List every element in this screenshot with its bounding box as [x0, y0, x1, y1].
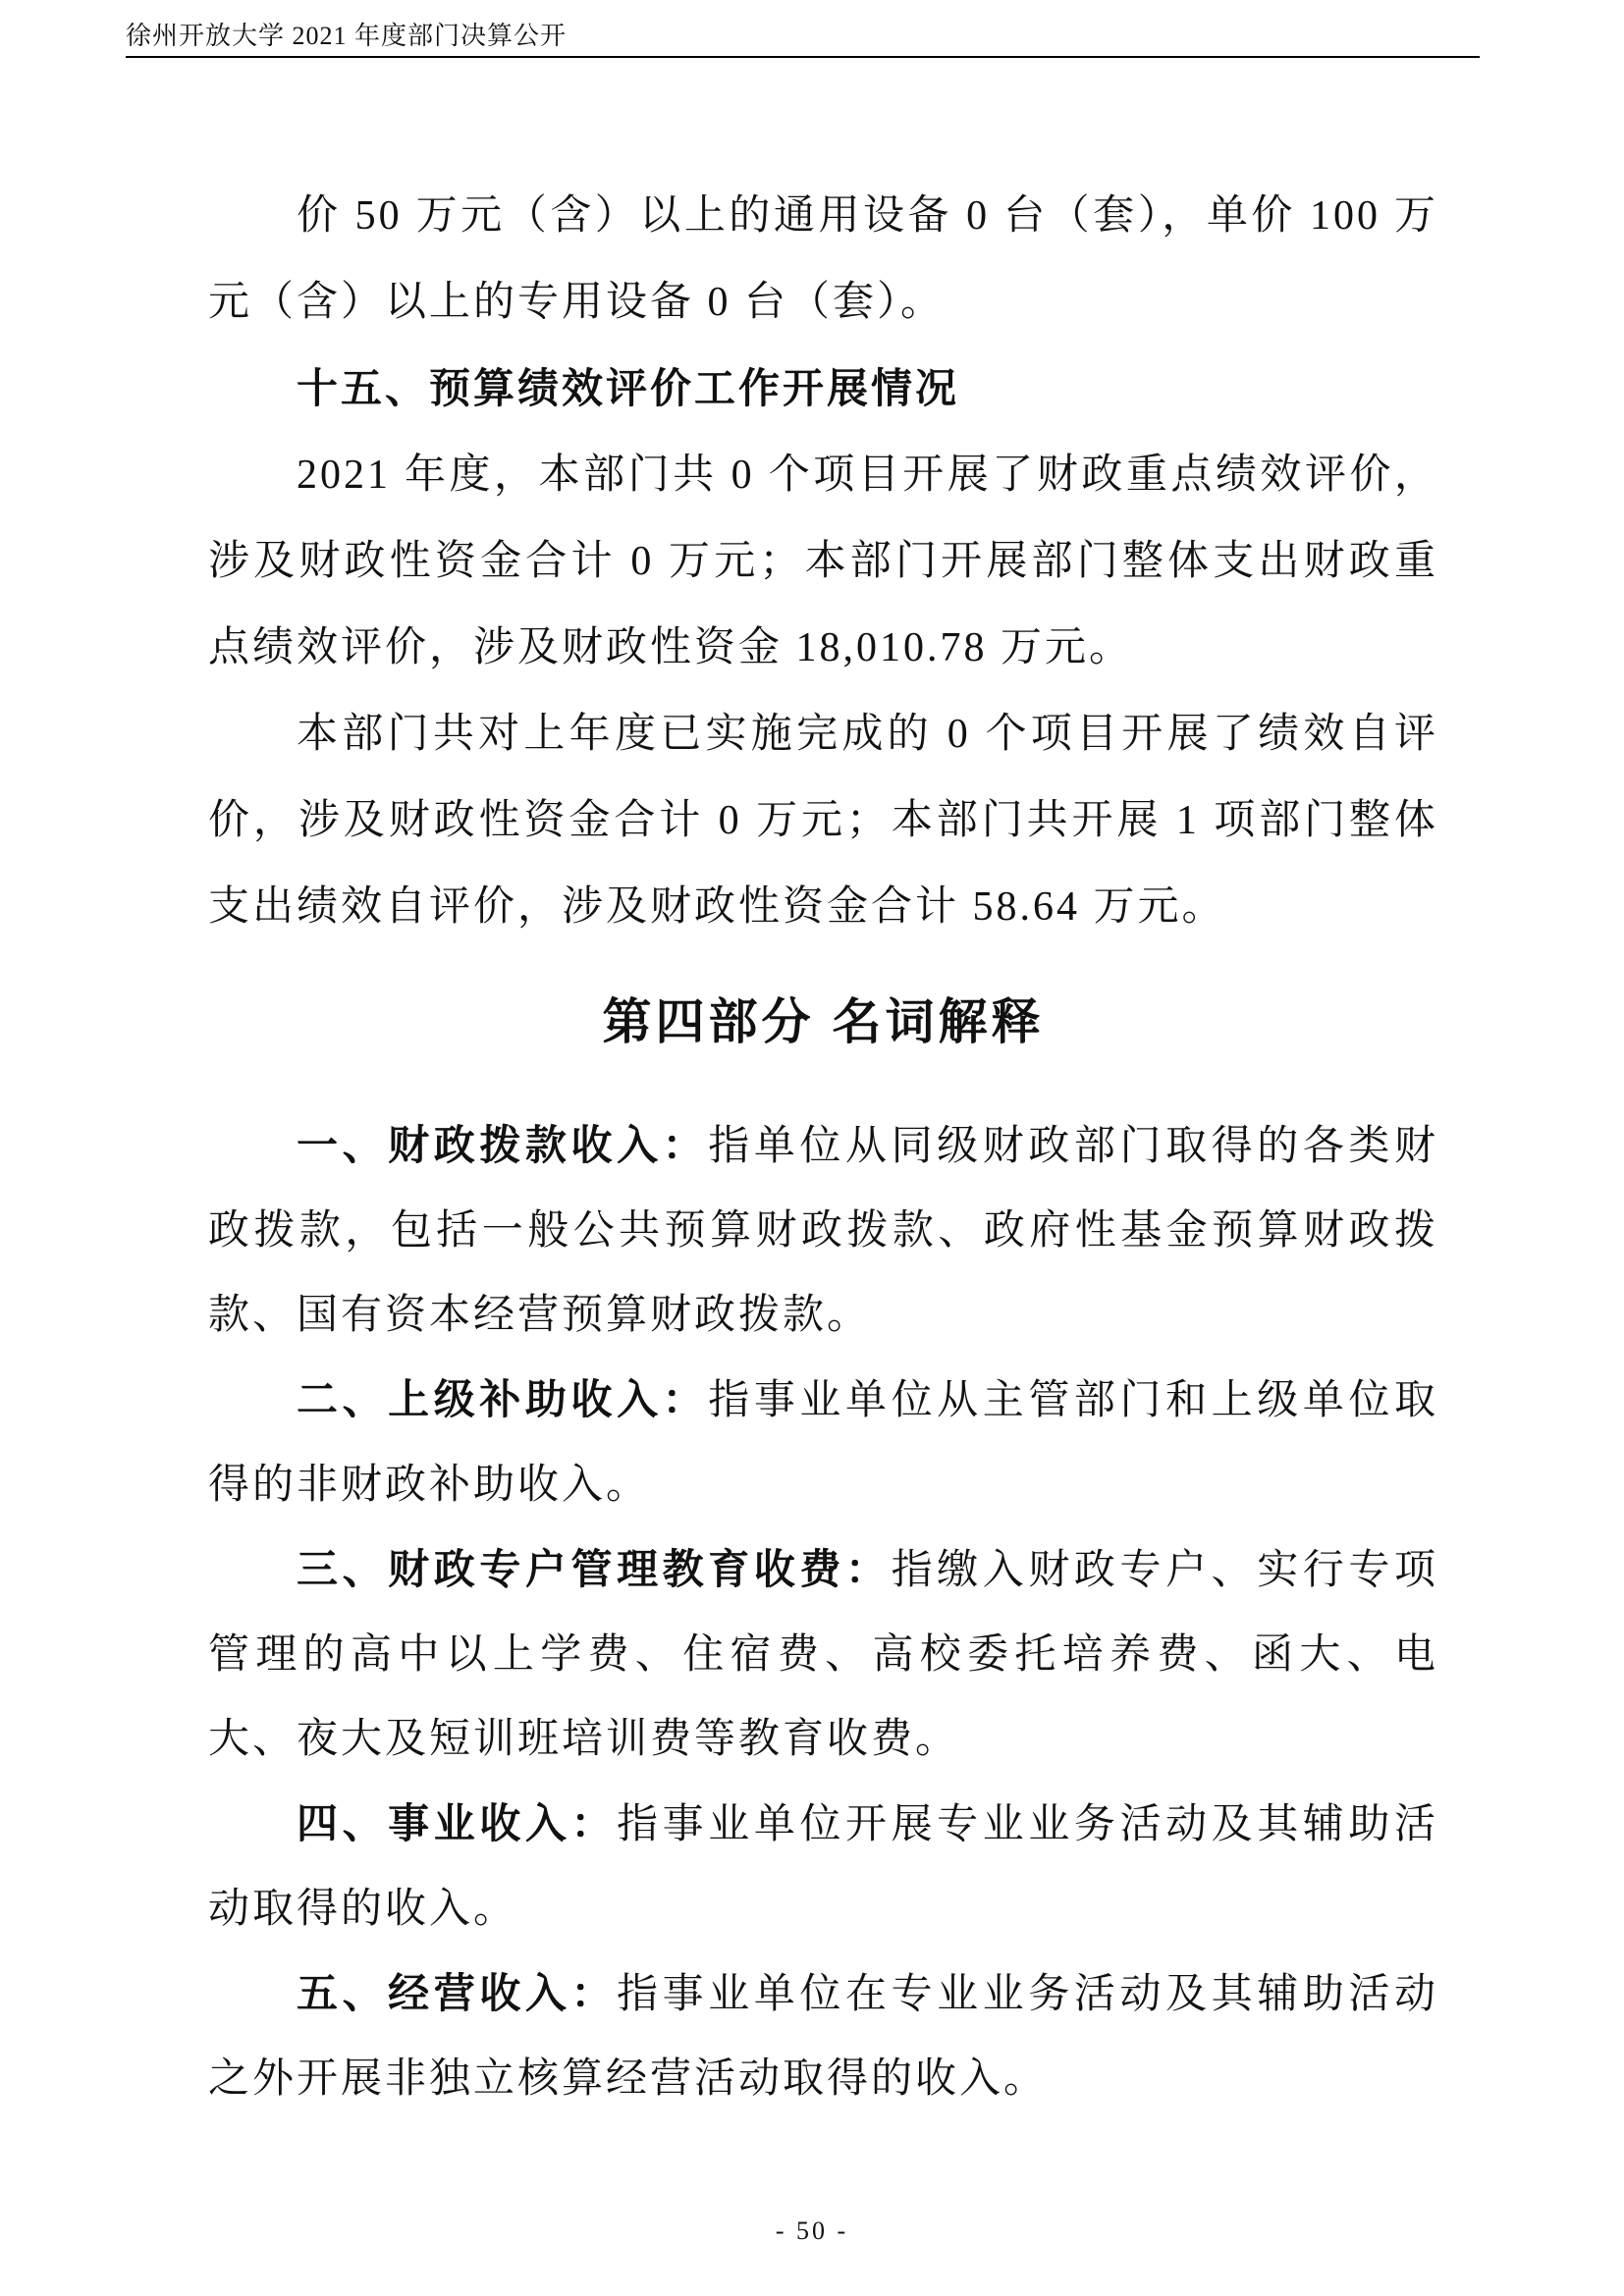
part-4-title: 第四部分 名词解释: [602, 994, 1045, 1049]
term-4-label: 四、事业收入：: [297, 1800, 618, 1846]
term-1-label: 一、财政拨款收入：: [297, 1122, 709, 1168]
term-5-definition: 指事业单位在专业业务活动及其辅助活动之外开展非独立核算经营活动取得的收入。: [208, 1972, 1438, 2102]
term-1-definition: 指单位从同级财政部门取得的各类财政拨款，包括一般公共预算财政拨款、政府性基金预算财政拨款、国有资本经营预算财政拨款。: [208, 1124, 1438, 1338]
term-paragraph-4: [208, 1782, 1438, 1951]
header-divider: [126, 56, 1480, 58]
term-3-label: 三、财政专户管理教育收费：: [297, 1546, 892, 1592]
term-paragraph-3: [208, 1527, 1438, 1782]
glossary-terms: [208, 1103, 1438, 2121]
term-2-definition: 指事业单位从主管部门和上级单位取得的非财政补助收入。: [208, 1378, 1438, 1508]
term-2-label: 二、上级补助收入：: [297, 1376, 709, 1422]
page-header-title: 徐州开放大学 2021 年度部门决算公开: [126, 22, 568, 50]
term-paragraph-2: [208, 1358, 1438, 1527]
term-4-definition: 指事业单位开展专业业务活动及其辅助活动取得的收入。: [208, 1802, 1438, 1932]
page-number: - 50 -: [775, 2216, 849, 2245]
term-paragraph-5: [208, 1951, 1438, 2121]
paragraph-performance-eval-1: 2021 年度，本部门共 0 个项目开展了财政重点绩效评价，涉及财政性资金合计 0 万元；本部门开展部门整体支出财政重点绩效评价，涉及财政性资金 18,010.78 万元。: [208, 453, 1438, 670]
document-body: [208, 173, 1438, 2121]
term-3-definition: 指缴入财政专户、实行专项管理的高中以上学费、住宿费、高校委托培养费、函大、电大、夜大及短训班培训费等教育收费。: [208, 1548, 1438, 1762]
paragraph-performance-eval-2: 本部门共对上年度已实施完成的 0 个项目开展了绩效自评价，涉及财政性资金合计 0 万元；本部门共开展 1 项部门整体支出绩效自评价，涉及财政性资金合计 58.64 万元。: [208, 712, 1438, 930]
paragraph-equipment: 价 50 万元（含）以上的通用设备 0 台（套），单价 100 万元（含）以上的专用设备 0 台（套）。: [208, 193, 1438, 325]
section-15-heading: 十五、预算绩效评价工作开展情况: [297, 365, 960, 411]
term-5-label: 五、经营收入：: [297, 1970, 618, 2016]
term-paragraph-1: [208, 1103, 1438, 1358]
